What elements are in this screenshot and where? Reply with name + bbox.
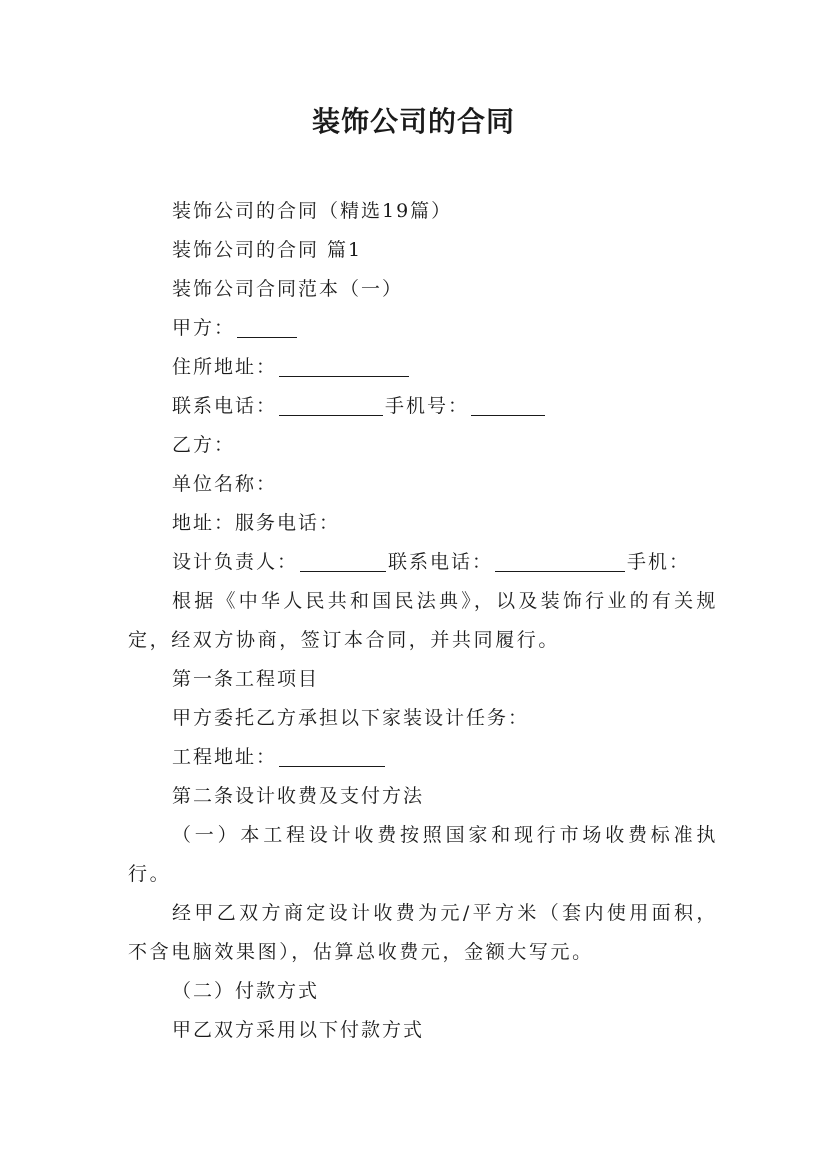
address-label: 住所地址： (172, 356, 278, 378)
party-a-label: 甲方： (172, 317, 236, 339)
paragraph-fee-detail: 经甲乙双方商定设计收费为元/平方米（套内使用面积，不含电脑效果图），估算总收费元，金额大写元。 (128, 902, 718, 963)
line-commission: 甲方委托乙方承担以下家装设计任务： (172, 707, 530, 729)
line-payment-heading: （二）付款方式 (172, 980, 320, 1002)
line-designer (128, 543, 718, 582)
line-contract-template-1: 装饰公司合同范本（一） (172, 278, 404, 300)
mobile-blank (471, 393, 545, 416)
designer-label: 设计负责人： (172, 551, 299, 573)
line-project-address (128, 738, 718, 777)
document-title: 装饰公司的合同 (311, 105, 515, 138)
line-payment-intro: 甲乙双方采用以下付款方式 (172, 1019, 425, 1041)
line-address-service: 地址：服务电话： (172, 512, 341, 534)
paragraph-fee: （一）本工程设计收费按照国家和现行市场收费标准执行。 (128, 824, 718, 885)
designer-mobile-label: 手机： (627, 551, 691, 573)
project-address-label: 工程地址： (172, 746, 278, 768)
address-blank (279, 354, 409, 377)
designer-phone-blank (495, 549, 625, 572)
mobile-label: 手机号： (385, 395, 470, 417)
party-a-blank (237, 315, 297, 338)
designer-phone-label: 联系电话： (388, 551, 494, 573)
line-contract-collection: 装饰公司的合同（精选19篇） (172, 200, 453, 222)
line-address (128, 348, 718, 387)
line-article-1: 第一条工程项目 (172, 668, 320, 690)
line-party-b: 乙方： (172, 434, 236, 456)
phone-blank (279, 393, 383, 416)
line-contract-part-1: 装饰公司的合同 篇1 (172, 239, 363, 261)
designer-blank (300, 549, 386, 572)
phone-label: 联系电话： (172, 395, 278, 417)
project-address-blank (279, 744, 385, 767)
line-article-2: 第二条设计收费及支付方法 (172, 785, 425, 807)
line-party-a (128, 309, 718, 348)
line-unit-name: 单位名称： (172, 473, 278, 495)
line-phone (128, 387, 718, 426)
paragraph-basis: 根据《中华人民共和国民法典》，以及装饰行业的有关规定，经双方协商，签订本合同，并共同履行。 (128, 590, 718, 651)
document-body (128, 192, 718, 1050)
